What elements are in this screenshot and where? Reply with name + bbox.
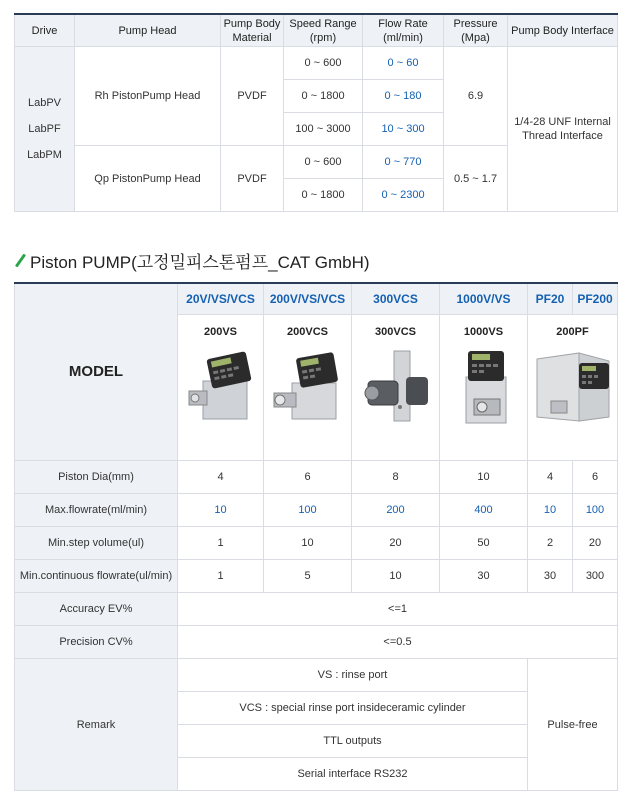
flow-cell: 0 ~ 180 — [363, 80, 444, 113]
table-row — [15, 494, 618, 527]
rh-pump-head: Rh PistonPump Head — [75, 47, 221, 146]
row-label: Piston Dia(mm) — [15, 461, 178, 494]
header-pressure: Pressure (Mpa) — [444, 14, 508, 47]
value-cell: 100 — [573, 494, 618, 527]
value-cell: 1 — [178, 560, 264, 593]
series-row — [15, 283, 618, 315]
remark-item: VCS : special rinse port insideceramic cylinder — [178, 692, 528, 725]
pump-300vcs-image — [360, 347, 432, 425]
model-name: 1000VS — [463, 326, 504, 338]
header-interface: Pump Body Interface — [508, 14, 618, 47]
table-row — [15, 560, 618, 593]
green-slash-icon — [15, 253, 26, 267]
remark-item: TTL outputs — [178, 725, 528, 758]
model-200vcs — [264, 315, 352, 461]
value-cell: 5 — [264, 560, 352, 593]
section-heading — [14, 248, 370, 273]
table-row — [15, 47, 618, 80]
flow-cell: 10 ~ 300 — [363, 113, 444, 146]
series-header: PF200 — [573, 283, 618, 315]
series-header: 300VCS — [352, 283, 440, 315]
value-cell: 100 — [264, 494, 352, 527]
accuracy-label: Accuracy EV% — [15, 593, 178, 626]
header-pump-head: Pump Head — [75, 14, 221, 47]
model-name: 200PF — [556, 326, 589, 338]
value-cell: 10 — [528, 494, 573, 527]
precision-value: <=0.5 — [178, 626, 618, 659]
speed-cell: 100 ~ 3000 — [284, 113, 363, 146]
flow-cell: 0 ~ 2300 — [363, 179, 444, 212]
rh-pressure: 6.9 — [444, 47, 508, 146]
value-cell: 4 — [178, 461, 264, 494]
row-label: Min.step volume(ul) — [15, 527, 178, 560]
value-cell: 30 — [440, 560, 528, 593]
table-row — [15, 659, 618, 692]
remark-pf-note: Pulse-free — [528, 659, 618, 791]
value-cell: 20 — [573, 527, 618, 560]
value-cell: 6 — [573, 461, 618, 494]
row-label: Max.flowrate(ml/min) — [15, 494, 178, 527]
qp-pump-head: Qp PistonPump Head — [75, 146, 221, 212]
speed-cell: 0 ~ 600 — [284, 47, 363, 80]
header-speed-range: Speed Range (rpm) — [284, 14, 363, 47]
precision-label: Precision CV% — [15, 626, 178, 659]
rh-material: PVDF — [221, 47, 284, 146]
table-row — [15, 593, 618, 626]
model-label: MODEL — [15, 283, 178, 461]
remark-item: Serial interface RS232 — [178, 758, 528, 791]
model-200vs — [178, 315, 264, 461]
value-cell: 50 — [440, 527, 528, 560]
value-cell: 300 — [573, 560, 618, 593]
value-cell: 30 — [528, 560, 573, 593]
value-cell: 10 — [264, 527, 352, 560]
row-label: Min.continuous flowrate(ul/min) — [15, 560, 178, 593]
value-cell: 4 — [528, 461, 573, 494]
speed-cell: 0 ~ 600 — [284, 146, 363, 179]
flow-cell: 0 ~ 770 — [363, 146, 444, 179]
header-body-material: Pump Body Material — [221, 14, 284, 47]
interface-cell: 1/4-28 UNF Internal Thread Interface — [508, 47, 618, 212]
model-1000vs — [440, 315, 528, 461]
header-flow-rate: Flow Rate (ml/min) — [363, 14, 444, 47]
series-header: PF20 — [528, 283, 573, 315]
qp-pressure: 0.5 ~ 1.7 — [444, 146, 508, 212]
pump-200vcs-image — [272, 347, 344, 425]
model-200pf — [528, 315, 618, 461]
series-header: 200V/VS/VCS — [264, 283, 352, 315]
value-cell: 10 — [440, 461, 528, 494]
value-cell: 8 — [352, 461, 440, 494]
remark-item: VS : rinse port — [178, 659, 528, 692]
header-row — [15, 14, 618, 47]
speed-cell: 0 ~ 1800 — [284, 179, 363, 212]
pump-200vs-image — [185, 347, 257, 425]
table-row — [15, 461, 618, 494]
drive-cell: LabPV LabPF LabPM — [15, 47, 75, 212]
speed-cell: 0 ~ 1800 — [284, 80, 363, 113]
value-cell: 1 — [178, 527, 264, 560]
model-name: 200VCS — [287, 326, 328, 338]
model-300vcs — [352, 315, 440, 461]
model-name: 300VCS — [375, 326, 416, 338]
table-row — [15, 527, 618, 560]
value-cell: 10 — [178, 494, 264, 527]
piston-pump-spec-table — [14, 282, 618, 791]
value-cell: 2 — [528, 527, 573, 560]
pump-1000vs-image — [448, 347, 520, 425]
value-cell: 6 — [264, 461, 352, 494]
value-cell: 10 — [352, 560, 440, 593]
value-cell: 20 — [352, 527, 440, 560]
model-name: 200VS — [203, 326, 238, 338]
table-row — [15, 626, 618, 659]
pump-head-table — [14, 13, 618, 212]
section-title: Piston PUMP(고정밀피스톤펌프_CAT GmbH) — [30, 253, 370, 272]
series-header: 1000V/VS — [440, 283, 528, 315]
accuracy-value: <=1 — [178, 593, 618, 626]
value-cell: 200 — [352, 494, 440, 527]
header-drive: Drive — [15, 14, 75, 47]
pump-200pf-image — [533, 347, 613, 425]
flow-cell: 0 ~ 60 — [363, 47, 444, 80]
remark-label: Remark — [15, 659, 178, 791]
qp-material: PVDF — [221, 146, 284, 212]
value-cell: 400 — [440, 494, 528, 527]
series-header: 20V/VS/VCS — [178, 283, 264, 315]
